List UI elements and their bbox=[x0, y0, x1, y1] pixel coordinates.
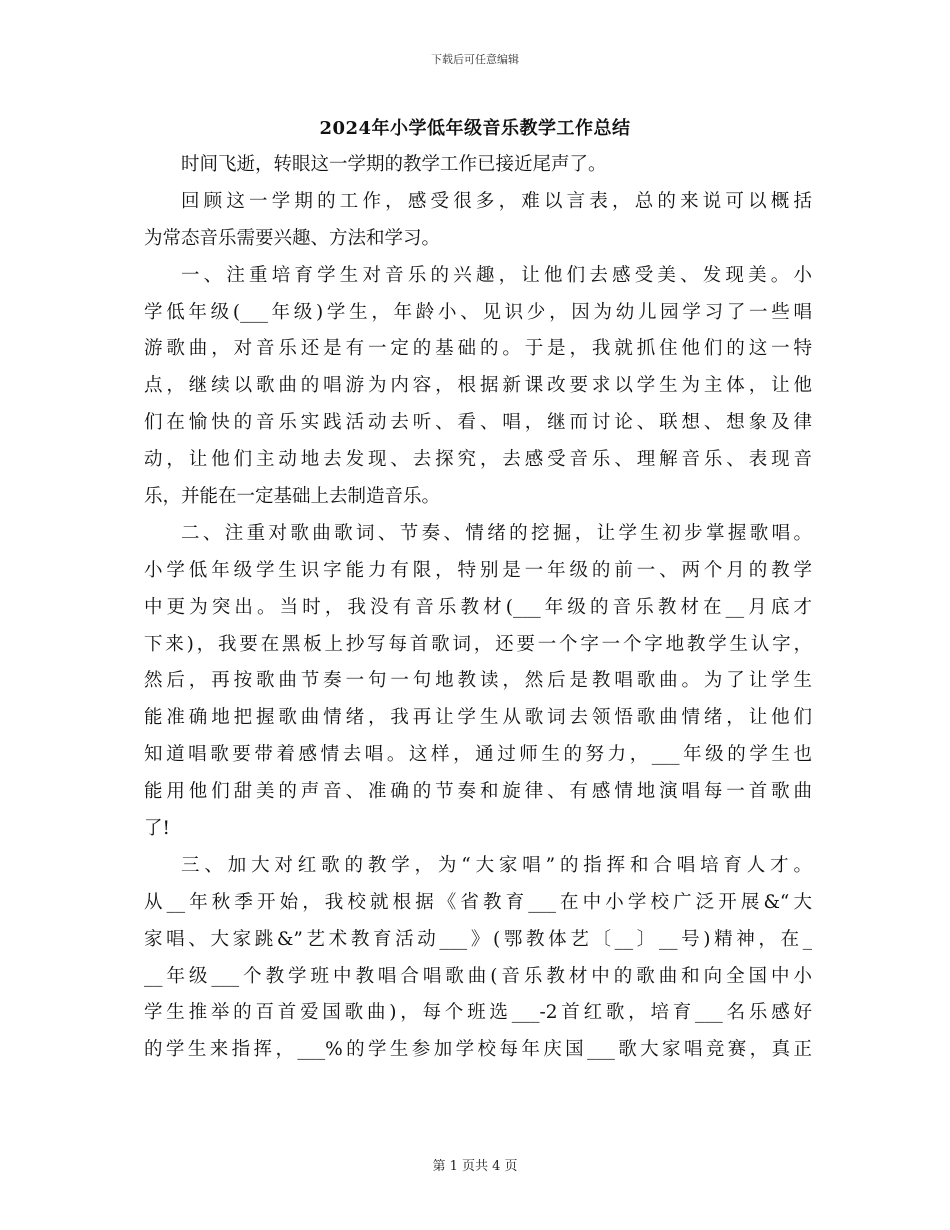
body-text-line: 点，继续以歌曲的唱游为内容，根据新课改要求以学生为主体，让他 bbox=[144, 375, 812, 397]
body-text-line: 了! bbox=[144, 818, 170, 840]
body-text-line: 从__年秋季开始，我校就根据《省教育___在中小学校广泛开展&“大 bbox=[144, 891, 812, 913]
body-text-line: 然后，再按歌曲节奏一句一句地教读，然后是教唱歌曲。为了让学生 bbox=[144, 670, 812, 692]
page-header-note: 下载后可任意编辑 bbox=[431, 53, 519, 66]
page-number: 第 1 页共 4 页 bbox=[432, 1159, 518, 1174]
body-text-line: 一、注重培育学生对音乐的兴趣，让他们去感受美、发现美。小 bbox=[181, 264, 812, 286]
body-text-line: 时间飞逝，转眼这一学期的教学工作已接近尾声了。 bbox=[181, 154, 607, 175]
body-text-line: 中更为突出。当时，我没有音乐教材(___年级的音乐教材在__月底才 bbox=[144, 596, 812, 618]
body-text-line: 学低年级(___年级)学生，年龄小、见识少，因为幼儿园学习了一些唱 bbox=[144, 301, 812, 323]
body-text-line: 能准确地把握歌曲情绪，我再让学生从歌词去领悟歌曲情绪，让他们 bbox=[144, 707, 812, 729]
body-text-line: 学生推举的百首爱国歌曲)，每个班选___-2首红歌，培育___名乐感好 bbox=[144, 1002, 812, 1024]
body-text-line: __年级___个教学班中教唱合唱歌曲(音乐教材中的歌曲和向全国中小 bbox=[144, 965, 812, 987]
body-text-line: 动，让他们主动地去发现、去探究，去感受音乐、理解音乐、表现音 bbox=[144, 449, 812, 471]
body-text-line: 回顾这一学期的工作，感受很多，难以言表，总的来说可以概括 bbox=[181, 190, 812, 212]
body-text-line: 的学生来指挥，___%的学生参加学校每年庆国___歌大家唱竞赛，真正 bbox=[144, 1039, 812, 1061]
body-text-line: 乐，并能在一定基础上去制造音乐。 bbox=[144, 486, 441, 508]
body-text-line: 下来)，我要在黑板上抄写每首歌词，还要一个字一个字地教学生认字， bbox=[144, 633, 812, 655]
document-body bbox=[144, 147, 812, 1069]
body-text-line: 家唱、大家跳&”艺术教育活动___》(鄂教体艺〔__〕__号)精神，在_ bbox=[144, 928, 812, 950]
body-text-line: 们在愉快的音乐实践活动去听、看、唱，继而讨论、联想、想象及律 bbox=[144, 412, 812, 434]
body-text-line: 游歌曲，对音乐还是有一定的基础的。于是，我就抓住他们的这一特 bbox=[144, 338, 812, 360]
body-text-line: 三、加大对红歌的教学，为“大家唱”的指挥和合唱培育人才。 bbox=[181, 854, 812, 876]
body-text-line: 知道唱歌要带着感情去唱。这样，通过师生的努力，___年级的学生也 bbox=[144, 744, 812, 766]
body-text-line: 能用他们甜美的声音、准确的节奏和旋律、有感情地演唱每一首歌曲 bbox=[144, 781, 812, 803]
body-text-line: 二、注重对歌曲歌词、节奏、情绪的挖掘，让学生初步掌握歌唱。 bbox=[181, 522, 812, 544]
document-title: 2024年小学低年级音乐教学工作总结 bbox=[319, 118, 631, 139]
body-text-line: 为常态音乐需要兴趣、方法和学习。 bbox=[144, 227, 441, 249]
body-text-line: 小学低年级学生识字能力有限，特别是一年级的前一、两个月的教学 bbox=[144, 559, 812, 581]
